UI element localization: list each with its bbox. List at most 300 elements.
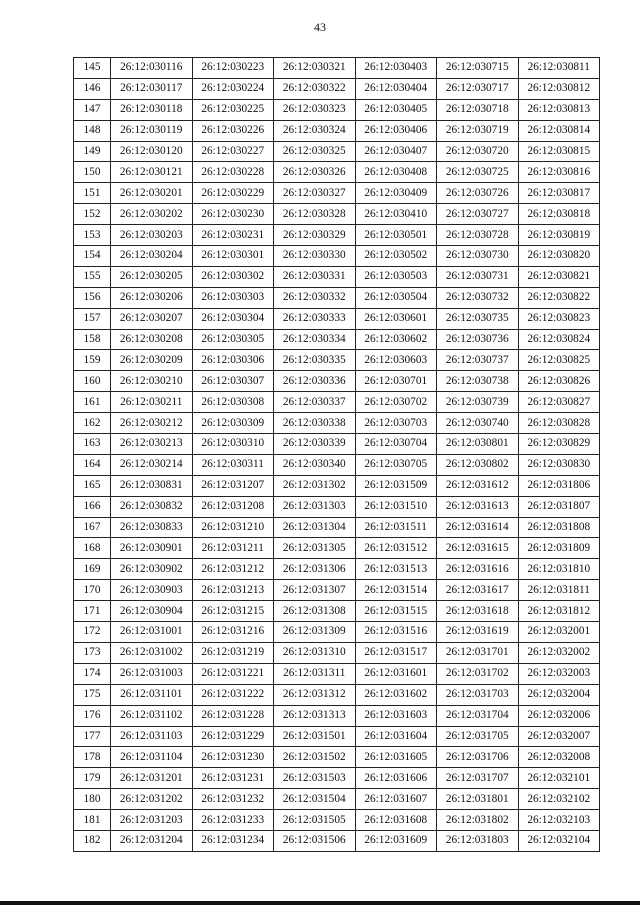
cadastral-number-cell: 26:12:031103 (111, 726, 193, 747)
cadastral-number-cell: 26:12:030903 (111, 580, 193, 601)
cadastral-number-cell: 26:12:031509 (355, 475, 437, 496)
table-row (74, 726, 600, 747)
table-row (74, 454, 600, 475)
cadastral-number-cell: 26:12:030120 (111, 141, 193, 162)
cadastral-number-cell: 26:12:031703 (437, 684, 519, 705)
cadastral-number-cell: 26:12:031201 (111, 768, 193, 789)
cadastral-number-cell: 26:12:030203 (111, 225, 193, 246)
cadastral-number-cell: 26:12:031504 (274, 789, 356, 810)
cadastral-number-cell: 26:12:030738 (437, 371, 519, 392)
cadastral-number-cell: 26:12:031503 (274, 768, 356, 789)
cadastral-number-cell: 26:12:030501 (355, 225, 437, 246)
table-row (74, 204, 600, 225)
cadastral-number-cell: 26:12:031002 (111, 642, 193, 663)
cadastral-number-cell: 26:12:030407 (355, 141, 437, 162)
cadastral-number-cell: 26:12:030331 (274, 266, 356, 287)
table-row (74, 622, 600, 643)
cadastral-number-cell: 26:12:031516 (355, 622, 437, 643)
cadastral-number-cell: 26:12:030333 (274, 308, 356, 329)
table-row (74, 830, 600, 851)
cadastral-number-cell: 26:12:030303 (192, 287, 274, 308)
cadastral-number-cell: 26:12:030819 (518, 225, 600, 246)
cadastral-number-cell: 26:12:030330 (274, 246, 356, 267)
cadastral-number-cell: 26:12:031704 (437, 705, 519, 726)
cadastral-number-cell: 26:12:030223 (192, 58, 274, 79)
cadastral-number-cell: 26:12:030339 (274, 434, 356, 455)
cadastral-number-cell: 26:12:030325 (274, 141, 356, 162)
cadastral-number-cell: 26:12:030334 (274, 329, 356, 350)
cadastral-number-cell: 26:12:030704 (355, 434, 437, 455)
cadastral-number-cell: 26:12:031211 (192, 538, 274, 559)
cadastral-number-cell: 26:12:030731 (437, 266, 519, 287)
cadastral-number-cell: 26:12:032002 (518, 642, 600, 663)
row-number-cell: 152 (74, 204, 111, 225)
cadastral-number-cell: 26:12:030701 (355, 371, 437, 392)
cadastral-number-cell: 26:12:031210 (192, 517, 274, 538)
cadastral-number-cell: 26:12:031307 (274, 580, 356, 601)
table-row (74, 183, 600, 204)
cadastral-number-cell: 26:12:030725 (437, 162, 519, 183)
row-number-cell: 162 (74, 413, 111, 434)
cadastral-number-cell: 26:12:030829 (518, 434, 600, 455)
cadastral-number-cell: 26:12:030324 (274, 120, 356, 141)
row-number-cell: 160 (74, 371, 111, 392)
cadastral-number-cell: 26:12:030728 (437, 225, 519, 246)
table-body (74, 58, 600, 852)
row-number-cell: 161 (74, 392, 111, 413)
cadastral-number-cell: 26:12:032103 (518, 810, 600, 831)
row-number-cell: 164 (74, 454, 111, 475)
cadastral-number-cell: 26:12:030329 (274, 225, 356, 246)
table-row (74, 266, 600, 287)
cadastral-number-cell: 26:12:031203 (111, 810, 193, 831)
cadastral-number-cell: 26:12:030304 (192, 308, 274, 329)
cadastral-number-cell: 26:12:031232 (192, 789, 274, 810)
row-number-cell: 159 (74, 350, 111, 371)
cadastral-number-cell: 26:12:031607 (355, 789, 437, 810)
table-row (74, 58, 600, 79)
cadastral-number-cell: 26:12:030336 (274, 371, 356, 392)
cadastral-number-cell: 26:12:030832 (111, 496, 193, 517)
table-row (74, 350, 600, 371)
row-number-cell: 151 (74, 183, 111, 204)
cadastral-number-cell: 26:12:031612 (437, 475, 519, 496)
cadastral-number-cell: 26:12:030901 (111, 538, 193, 559)
table-row (74, 287, 600, 308)
cadastral-number-cell: 26:12:032007 (518, 726, 600, 747)
cadastral-number-cell: 26:12:030119 (111, 120, 193, 141)
cadastral-number-cell: 26:12:030902 (111, 559, 193, 580)
cadastral-number-cell: 26:12:030736 (437, 329, 519, 350)
cadastral-number-cell: 26:12:031617 (437, 580, 519, 601)
cadastral-number-cell: 26:12:031313 (274, 705, 356, 726)
row-number-cell: 156 (74, 287, 111, 308)
cadastral-number-cell: 26:12:030307 (192, 371, 274, 392)
row-number-cell: 182 (74, 830, 111, 851)
cadastral-number-cell: 26:12:030302 (192, 266, 274, 287)
table-row (74, 78, 600, 99)
cadastral-number-cell: 26:12:031221 (192, 663, 274, 684)
cadastral-number-cell: 26:12:031219 (192, 642, 274, 663)
table-row (74, 684, 600, 705)
cadastral-number-cell: 26:12:030227 (192, 141, 274, 162)
cadastral-number-cell: 26:12:030327 (274, 183, 356, 204)
table-row (74, 475, 600, 496)
cadastral-number-cell: 26:12:030727 (437, 204, 519, 225)
cadastral-number-cell: 26:12:030815 (518, 141, 600, 162)
row-number-cell: 155 (74, 266, 111, 287)
cadastral-number-cell: 26:12:031216 (192, 622, 274, 643)
cadastral-number-cell: 26:12:031613 (437, 496, 519, 517)
cadastral-number-cell: 26:12:031511 (355, 517, 437, 538)
row-number-cell: 178 (74, 747, 111, 768)
table-row (74, 663, 600, 684)
cadastral-number-cell: 26:12:030225 (192, 99, 274, 120)
cadastral-number-cell: 26:12:031506 (274, 830, 356, 851)
cadastral-number-cell: 26:12:031517 (355, 642, 437, 663)
cadastral-number-cell: 26:12:031513 (355, 559, 437, 580)
cadastral-number-cell: 26:12:030601 (355, 308, 437, 329)
cadastral-number-cell: 26:12:031231 (192, 768, 274, 789)
cadastral-number-cell: 26:12:031608 (355, 810, 437, 831)
cadastral-number-cell: 26:12:030328 (274, 204, 356, 225)
cadastral-number-cell: 26:12:031515 (355, 601, 437, 622)
cadastral-number-cell: 26:12:031234 (192, 830, 274, 851)
row-number-cell: 174 (74, 663, 111, 684)
cadastral-number-cell: 26:12:032008 (518, 747, 600, 768)
cadastral-number-cell: 26:12:030816 (518, 162, 600, 183)
cadastral-number-cell: 26:12:030116 (111, 58, 193, 79)
cadastral-number-cell: 26:12:031212 (192, 559, 274, 580)
cadastral-number-cell: 26:12:030904 (111, 601, 193, 622)
cadastral-number-cell: 26:12:031801 (437, 789, 519, 810)
cadastral-number-cell: 26:12:031001 (111, 622, 193, 643)
cadastral-number-cell: 26:12:031603 (355, 705, 437, 726)
row-number-cell: 146 (74, 78, 111, 99)
cadastral-number-cell: 26:12:031505 (274, 810, 356, 831)
cadastral-number-cell: 26:12:030326 (274, 162, 356, 183)
cadastral-number-cell: 26:12:031812 (518, 601, 600, 622)
table-row (74, 99, 600, 120)
cadastral-number-cell: 26:12:030503 (355, 266, 437, 287)
cadastral-number-cell: 26:12:030301 (192, 246, 274, 267)
cadastral-number-cell: 26:12:030603 (355, 350, 437, 371)
cadastral-number-cell: 26:12:030703 (355, 413, 437, 434)
cadastral-number-cell: 26:12:031615 (437, 538, 519, 559)
cadastral-number-cell: 26:12:030821 (518, 266, 600, 287)
cadastral-number-cell: 26:12:031312 (274, 684, 356, 705)
cadastral-number-cell: 26:12:030824 (518, 329, 600, 350)
table-row (74, 517, 600, 538)
row-number-cell: 172 (74, 622, 111, 643)
row-number-cell: 175 (74, 684, 111, 705)
table-row (74, 559, 600, 580)
cadastral-number-cell: 26:12:030830 (518, 454, 600, 475)
cadastral-number-cell: 26:12:030337 (274, 392, 356, 413)
cadastral-number-cell: 26:12:030211 (111, 392, 193, 413)
cadastral-number-cell: 26:12:030213 (111, 434, 193, 455)
cadastral-number-cell: 26:12:030306 (192, 350, 274, 371)
cadastral-number-cell: 26:12:030802 (437, 454, 519, 475)
cadastral-number-cell: 26:12:031229 (192, 726, 274, 747)
table-row (74, 308, 600, 329)
cadastral-number-cell: 26:12:030720 (437, 141, 519, 162)
cadastral-number-cell: 26:12:030737 (437, 350, 519, 371)
row-number-cell: 170 (74, 580, 111, 601)
table-row (74, 496, 600, 517)
cadastral-number-cell: 26:12:032006 (518, 705, 600, 726)
cadastral-number-cell: 26:12:030403 (355, 58, 437, 79)
cadastral-number-cell: 26:12:030321 (274, 58, 356, 79)
cadastral-number-cell: 26:12:030118 (111, 99, 193, 120)
cadastral-number-cell: 26:12:031706 (437, 747, 519, 768)
cadastral-number-cell: 26:12:030705 (355, 454, 437, 475)
row-number-cell: 168 (74, 538, 111, 559)
cadastral-number-cell: 26:12:030811 (518, 58, 600, 79)
cadastral-number-cell: 26:12:030813 (518, 99, 600, 120)
cadastral-number-cell: 26:12:030202 (111, 204, 193, 225)
cadastral-number-cell: 26:12:031101 (111, 684, 193, 705)
cadastral-number-cell: 26:12:031618 (437, 601, 519, 622)
cadastral-number-cell: 26:12:030310 (192, 434, 274, 455)
cadastral-number-cell: 26:12:030305 (192, 329, 274, 350)
cadastral-number-cell: 26:12:030814 (518, 120, 600, 141)
cadastral-number-cell: 26:12:030730 (437, 246, 519, 267)
cadastral-number-cell: 26:12:031309 (274, 622, 356, 643)
cadastral-number-cell: 26:12:031102 (111, 705, 193, 726)
table-row (74, 601, 600, 622)
cadastral-number-cell: 26:12:031809 (518, 538, 600, 559)
cadastral-number-cell: 26:12:030801 (437, 434, 519, 455)
cadastral-number-cell: 26:12:031302 (274, 475, 356, 496)
cadastral-number-cell: 26:12:031701 (437, 642, 519, 663)
cadastral-number-cell: 26:12:031616 (437, 559, 519, 580)
table-row (74, 810, 600, 831)
cadastral-number-cell: 26:12:031304 (274, 517, 356, 538)
row-number-cell: 158 (74, 329, 111, 350)
table-row (74, 580, 600, 601)
table-row (74, 747, 600, 768)
row-number-cell: 173 (74, 642, 111, 663)
cadastral-number-cell: 26:12:031310 (274, 642, 356, 663)
cadastral-number-cell: 26:12:030410 (355, 204, 437, 225)
cadastral-number-cell: 26:12:030323 (274, 99, 356, 120)
cadastral-number-cell: 26:12:030226 (192, 120, 274, 141)
table-row (74, 225, 600, 246)
cadastral-number-cell: 26:12:030717 (437, 78, 519, 99)
page-number: 43 (314, 20, 326, 34)
cadastral-number-cell: 26:12:030828 (518, 413, 600, 434)
cadastral-number-cell: 26:12:030718 (437, 99, 519, 120)
cadastral-number-cell: 26:12:031702 (437, 663, 519, 684)
table-row (74, 120, 600, 141)
cadastral-number-cell: 26:12:031207 (192, 475, 274, 496)
cadastral-number-cell: 26:12:031003 (111, 663, 193, 684)
cadastral-number-cell: 26:12:031514 (355, 580, 437, 601)
cadastral-number-cell: 26:12:030715 (437, 58, 519, 79)
cadastral-number-cell: 26:12:032102 (518, 789, 600, 810)
cadastral-number-cell: 26:12:031811 (518, 580, 600, 601)
cadastral-number-cell: 26:12:030206 (111, 287, 193, 308)
cadastral-number-cell: 26:12:030702 (355, 392, 437, 413)
cadastral-number-cell: 26:12:030823 (518, 308, 600, 329)
cadastral-number-cell: 26:12:030117 (111, 78, 193, 99)
row-number-cell: 176 (74, 705, 111, 726)
row-number-cell: 167 (74, 517, 111, 538)
table-row (74, 392, 600, 413)
cadastral-number-cell: 26:12:031806 (518, 475, 600, 496)
row-number-cell: 165 (74, 475, 111, 496)
cadastral-number-cell: 26:12:031707 (437, 768, 519, 789)
cadastral-number-cell: 26:12:030224 (192, 78, 274, 99)
cadastral-number-cell: 26:12:031305 (274, 538, 356, 559)
cadastral-number-cell: 26:12:030322 (274, 78, 356, 99)
cadastral-number-cell: 26:12:030826 (518, 371, 600, 392)
cadastral-number-cell: 26:12:031233 (192, 810, 274, 831)
cadastral-number-cell: 26:12:031306 (274, 559, 356, 580)
row-number-cell: 153 (74, 225, 111, 246)
cadastral-number-cell: 26:12:031501 (274, 726, 356, 747)
cadastral-number-cell: 26:12:030502 (355, 246, 437, 267)
cadastral-number-cell: 26:12:030602 (355, 329, 437, 350)
table-row (74, 705, 600, 726)
cadastral-number-cell: 26:12:031208 (192, 496, 274, 517)
cadastral-number-cell: 26:12:031104 (111, 747, 193, 768)
cadastral-number-cell: 26:12:032004 (518, 684, 600, 705)
cadastral-number-cell: 26:12:030818 (518, 204, 600, 225)
cadastral-number-cell: 26:12:031222 (192, 684, 274, 705)
cadastral-number-cell: 26:12:030504 (355, 287, 437, 308)
cadastral-number-cell: 26:12:030309 (192, 413, 274, 434)
cadastral-table (73, 57, 600, 852)
cadastral-number-cell: 26:12:031202 (111, 789, 193, 810)
cadastral-number-cell: 26:12:031303 (274, 496, 356, 517)
cadastral-number-cell: 26:12:030735 (437, 308, 519, 329)
cadastral-number-cell: 26:12:031230 (192, 747, 274, 768)
cadastral-number-cell: 26:12:030205 (111, 266, 193, 287)
row-number-cell: 147 (74, 99, 111, 120)
cadastral-number-cell: 26:12:030335 (274, 350, 356, 371)
cadastral-number-cell: 26:12:030208 (111, 329, 193, 350)
cadastral-number-cell: 26:12:030204 (111, 246, 193, 267)
cadastral-number-cell: 26:12:032003 (518, 663, 600, 684)
table-row (74, 246, 600, 267)
cadastral-number-cell: 26:12:031803 (437, 830, 519, 851)
cadastral-number-cell: 26:12:031807 (518, 496, 600, 517)
table-row (74, 434, 600, 455)
cadastral-number-cell: 26:12:030833 (111, 517, 193, 538)
cadastral-number-cell: 26:12:030214 (111, 454, 193, 475)
cadastral-number-cell: 26:12:030406 (355, 120, 437, 141)
cadastral-number-cell: 26:12:030230 (192, 204, 274, 225)
row-number-cell: 179 (74, 768, 111, 789)
table-row (74, 538, 600, 559)
cadastral-number-cell: 26:12:030121 (111, 162, 193, 183)
cadastral-number-cell: 26:12:030210 (111, 371, 193, 392)
cadastral-number-cell: 26:12:031619 (437, 622, 519, 643)
scan-edge (0, 901, 640, 905)
cadastral-number-cell: 26:12:030812 (518, 78, 600, 99)
cadastral-number-cell: 26:12:030212 (111, 413, 193, 434)
row-number-cell: 149 (74, 141, 111, 162)
cadastral-number-cell: 26:12:032104 (518, 830, 600, 851)
cadastral-number-cell: 26:12:030822 (518, 287, 600, 308)
cadastral-number-cell: 26:12:031808 (518, 517, 600, 538)
cadastral-number-cell: 26:12:031601 (355, 663, 437, 684)
cadastral-number-cell: 26:12:032101 (518, 768, 600, 789)
cadastral-number-cell: 26:12:030740 (437, 413, 519, 434)
cadastral-number-cell: 26:12:030201 (111, 183, 193, 204)
cadastral-number-cell: 26:12:031502 (274, 747, 356, 768)
row-number-cell: 169 (74, 559, 111, 580)
cadastral-number-cell: 26:12:030338 (274, 413, 356, 434)
cadastral-number-cell: 26:12:030409 (355, 183, 437, 204)
cadastral-number-cell: 26:12:030340 (274, 454, 356, 475)
cadastral-number-cell: 26:12:031604 (355, 726, 437, 747)
row-number-cell: 163 (74, 434, 111, 455)
cadastral-number-cell: 26:12:030739 (437, 392, 519, 413)
cadastral-number-cell: 26:12:031213 (192, 580, 274, 601)
cadastral-number-cell: 26:12:030817 (518, 183, 600, 204)
cadastral-number-cell: 26:12:031308 (274, 601, 356, 622)
cadastral-number-cell: 26:12:032001 (518, 622, 600, 643)
cadastral-number-cell: 26:12:030231 (192, 225, 274, 246)
row-number-cell: 150 (74, 162, 111, 183)
cadastral-number-cell: 26:12:031705 (437, 726, 519, 747)
cadastral-number-cell: 26:12:030207 (111, 308, 193, 329)
row-number-cell: 171 (74, 601, 111, 622)
row-number-cell: 177 (74, 726, 111, 747)
cadastral-number-cell: 26:12:031609 (355, 830, 437, 851)
table-row (74, 141, 600, 162)
table-row (74, 768, 600, 789)
row-number-cell: 166 (74, 496, 111, 517)
table-row (74, 789, 600, 810)
cadastral-number-cell: 26:12:030408 (355, 162, 437, 183)
cadastral-number-cell: 26:12:031602 (355, 684, 437, 705)
cadastral-number-cell: 26:12:030827 (518, 392, 600, 413)
table-row (74, 371, 600, 392)
table-row (74, 162, 600, 183)
cadastral-number-cell: 26:12:030719 (437, 120, 519, 141)
table-row (74, 642, 600, 663)
cadastral-number-cell: 26:12:030825 (518, 350, 600, 371)
cadastral-number-cell: 26:12:030732 (437, 287, 519, 308)
cadastral-number-cell: 26:12:030405 (355, 99, 437, 120)
cadastral-number-cell: 26:12:031614 (437, 517, 519, 538)
cadastral-number-cell: 26:12:031215 (192, 601, 274, 622)
row-number-cell: 157 (74, 308, 111, 329)
row-number-cell: 148 (74, 120, 111, 141)
row-number-cell: 154 (74, 246, 111, 267)
cadastral-number-cell: 26:12:030229 (192, 183, 274, 204)
row-number-cell: 180 (74, 789, 111, 810)
cadastral-number-cell: 26:12:031810 (518, 559, 600, 580)
cadastral-number-cell: 26:12:031606 (355, 768, 437, 789)
cadastral-number-cell: 26:12:030228 (192, 162, 274, 183)
cadastral-number-cell: 26:12:030311 (192, 454, 274, 475)
cadastral-number-cell: 26:12:030726 (437, 183, 519, 204)
cadastral-number-cell: 26:12:031605 (355, 747, 437, 768)
cadastral-number-cell: 26:12:030308 (192, 392, 274, 413)
table-row (74, 329, 600, 350)
cadastral-number-cell: 26:12:031510 (355, 496, 437, 517)
cadastral-number-cell: 26:12:030404 (355, 78, 437, 99)
cadastral-number-cell: 26:12:030209 (111, 350, 193, 371)
cadastral-number-cell: 26:12:030820 (518, 246, 600, 267)
cadastral-number-cell: 26:12:031802 (437, 810, 519, 831)
cadastral-number-cell: 26:12:031512 (355, 538, 437, 559)
